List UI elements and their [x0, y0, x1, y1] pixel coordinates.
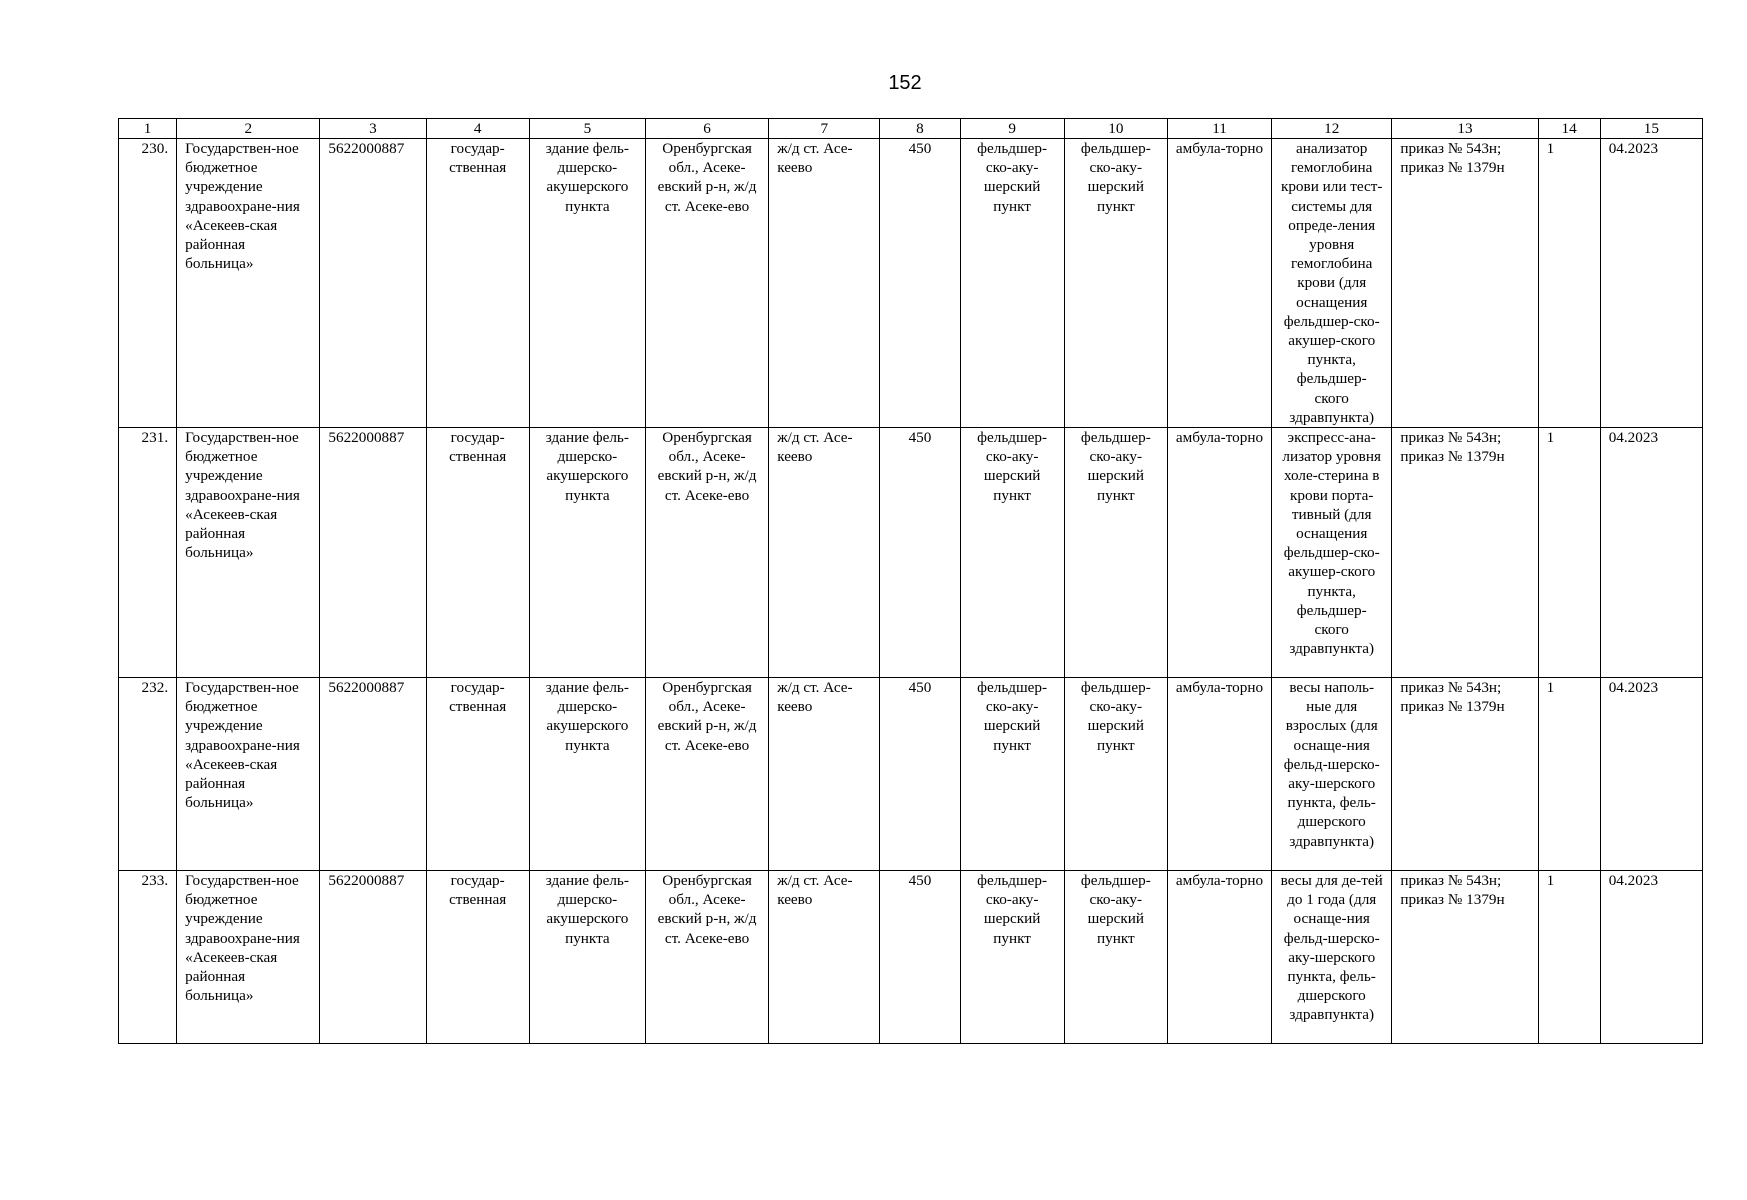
date-cell: 04.2023 [1600, 428, 1702, 678]
header-cell: 9 [960, 119, 1064, 139]
column-11-cell: амбула-торно [1167, 678, 1271, 871]
column-8-cell: 450 [880, 139, 960, 428]
header-cell: 3 [320, 119, 426, 139]
table-row [119, 139, 1703, 428]
table-row [119, 678, 1703, 871]
column-11-cell: амбула-торно [1167, 871, 1271, 1044]
order-cell: приказ № 543н; приказ № 1379н [1392, 139, 1538, 428]
inn-cell: 5622000887 [320, 139, 426, 428]
column-9-cell: фельдшер-ско-аку-шерский пункт [960, 139, 1064, 428]
column-9-cell: фельдшер-ско-аку-шерский пункт [960, 871, 1064, 1044]
quantity-cell: 1 [1538, 678, 1600, 871]
header-cell: 13 [1392, 119, 1538, 139]
ownership-cell: государ-ственная [426, 428, 529, 678]
ownership-cell: государ-ственная [426, 139, 529, 428]
equipment-cell: весы для де-тей до 1 года (для оснаще-ния фельд-шерско-аку-шерского пункта, фель-дшерского здравпункта) [1272, 871, 1392, 1044]
table-row [119, 428, 1703, 678]
organization-cell: Государствен-ное бюджетное учреждение здравоохране-ния «Асекеев-ская районная больница» [177, 871, 320, 1044]
address-cell: Оренбургская обл., Асеке-евский р-н, ж/д ст. Асеке-ево [645, 428, 768, 678]
building-cell: здание фель-дшерско-акушерского пункта [529, 139, 645, 428]
table-row [119, 871, 1703, 1044]
row-number-cell: 231. [119, 428, 177, 678]
header-cell: 11 [1167, 119, 1271, 139]
header-cell: 14 [1538, 119, 1600, 139]
column-8-cell: 450 [880, 678, 960, 871]
header-cell: 7 [769, 119, 880, 139]
quantity-cell: 1 [1538, 871, 1600, 1044]
quantity-cell: 1 [1538, 428, 1600, 678]
organization-cell: Государствен-ное бюджетное учреждение здравоохране-ния «Асекеев-ская районная больница» [177, 678, 320, 871]
ownership-cell: государ-ственная [426, 871, 529, 1044]
inn-cell: 5622000887 [320, 871, 426, 1044]
locality-cell: ж/д ст. Асе-кеево [769, 139, 880, 428]
header-cell: 12 [1272, 119, 1392, 139]
date-cell: 04.2023 [1600, 871, 1702, 1044]
column-10-cell: фельдшер-ско-аку-шерский пункт [1064, 139, 1167, 428]
column-10-cell: фельдшер-ско-аку-шерский пункт [1064, 428, 1167, 678]
header-cell: 2 [177, 119, 320, 139]
inn-cell: 5622000887 [320, 428, 426, 678]
header-cell: 6 [645, 119, 768, 139]
building-cell: здание фель-дшерско-акушерского пункта [529, 871, 645, 1044]
locality-cell: ж/д ст. Асе-кеево [769, 428, 880, 678]
header-cell: 4 [426, 119, 529, 139]
registry-table [118, 118, 1703, 1044]
header-row [119, 119, 1703, 139]
column-11-cell: амбула-торно [1167, 428, 1271, 678]
column-9-cell: фельдшер-ско-аку-шерский пункт [960, 428, 1064, 678]
row-number-cell: 230. [119, 139, 177, 428]
ownership-cell: государ-ственная [426, 678, 529, 871]
column-8-cell: 450 [880, 428, 960, 678]
building-cell: здание фель-дшерско-акушерского пункта [529, 428, 645, 678]
column-9-cell: фельдшер-ско-аку-шерский пункт [960, 678, 1064, 871]
column-11-cell: амбула-торно [1167, 139, 1271, 428]
inn-cell: 5622000887 [320, 678, 426, 871]
header-cell: 5 [529, 119, 645, 139]
quantity-cell: 1 [1538, 139, 1600, 428]
page-number: 152 [888, 72, 922, 94]
date-cell: 04.2023 [1600, 139, 1702, 428]
organization-cell: Государствен-ное бюджетное учреждение здравоохране-ния «Асекеев-ская районная больница» [177, 139, 320, 428]
column-8-cell: 450 [880, 871, 960, 1044]
header-cell: 10 [1064, 119, 1167, 139]
row-number-cell: 233. [119, 871, 177, 1044]
organization-cell: Государствен-ное бюджетное учреждение здравоохране-ния «Асекеев-ская районная больница» [177, 428, 320, 678]
address-cell: Оренбургская обл., Асеке-евский р-н, ж/д ст. Асеке-ево [645, 678, 768, 871]
date-cell: 04.2023 [1600, 678, 1702, 871]
building-cell: здание фель-дшерско-акушерского пункта [529, 678, 645, 871]
equipment-cell: анализатор гемоглобина крови или тест-системы для опреде-ления уровня гемоглобина крови (для оснащения фельдшер-ско-акушер-ского пункта, фельдшер-ского здравпункта) [1272, 139, 1392, 428]
order-cell: приказ № 543н; приказ № 1379н [1392, 428, 1538, 678]
locality-cell: ж/д ст. Асе-кеево [769, 678, 880, 871]
column-10-cell: фельдшер-ско-аку-шерский пункт [1064, 678, 1167, 871]
equipment-cell: экспресс-ана-лизатор уровня холе-стерина в крови порта-тивный (для оснащения фельдшер-ско-акушер-ского пункта, фельдшер-ского здравпункта) [1272, 428, 1392, 678]
row-number-cell: 232. [119, 678, 177, 871]
header-cell: 8 [880, 119, 960, 139]
header-cell: 15 [1600, 119, 1702, 139]
locality-cell: ж/д ст. Асе-кеево [769, 871, 880, 1044]
order-cell: приказ № 543н; приказ № 1379н [1392, 678, 1538, 871]
address-cell: Оренбургская обл., Асеке-евский р-н, ж/д ст. Асеке-ево [645, 139, 768, 428]
order-cell: приказ № 543н; приказ № 1379н [1392, 871, 1538, 1044]
header-cell: 1 [119, 119, 177, 139]
equipment-cell: весы наполь-ные для взрослых (для оснаще-ния фельд-шерско-аку-шерского пункта, фель-дшерского здравпункта) [1272, 678, 1392, 871]
column-10-cell: фельдшер-ско-аку-шерский пункт [1064, 871, 1167, 1044]
address-cell: Оренбургская обл., Асеке-евский р-н, ж/д ст. Асеке-ево [645, 871, 768, 1044]
